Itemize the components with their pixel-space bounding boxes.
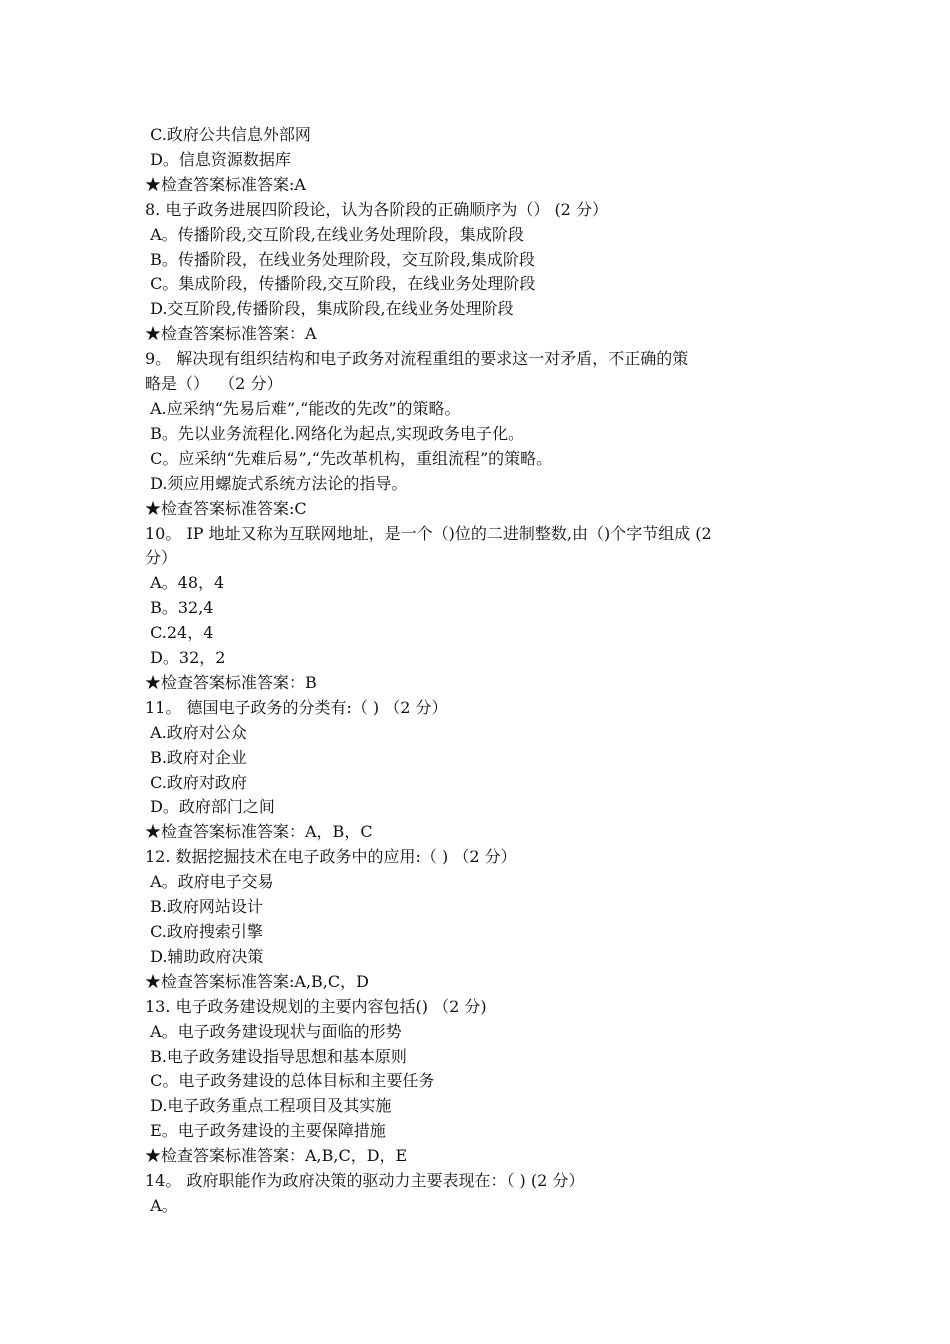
text-line: A。48，4 (145, 573, 225, 593)
text-line: B。先以业务流程化.网络化为起点,实现政务电子化。 (145, 423, 525, 443)
text-line: D。信息资源数据库 (145, 149, 291, 169)
text-line: A。传播阶段,交互阶段,在线业务处理阶段，集成阶段 (145, 224, 524, 244)
text-line: 13. 电子政务建设规划的主要内容包括() （2 分) (145, 996, 487, 1016)
text-line: ★检查答案标准答案：A (145, 324, 317, 344)
text-line: A。政府电子交易 (145, 872, 274, 892)
text-line: 10。 IP 地址又称为互联网地址，是一个（)位的二进制整数,由（)个字节组成 (2 (145, 523, 712, 543)
text-line: 12. 数据挖掘技术在电子政务中的应用:（ ) （2 分） (145, 847, 517, 867)
text-line: ★检查答案标准答案：B (145, 672, 317, 692)
text-line: B。32,4 (145, 598, 214, 618)
text-line: C。电子政务建设的总体目标和主要任务 (145, 1071, 435, 1091)
text-line: ★检查答案标准答案：A,B,C，D，E (145, 1146, 408, 1166)
text-line: 9。 解决现有组织结构和电子政务对流程重组的要求这一对矛盾，不正确的策 (145, 349, 689, 369)
text-line: E。电子政务建设的主要保障措施 (145, 1121, 386, 1141)
text-line: 分） (145, 548, 178, 568)
text-line: C。集成阶段，传播阶段,交互阶段，在线业务处理阶段 (145, 274, 536, 294)
text-line: B.政府对企业 (145, 747, 247, 767)
text-line: B。传播阶段，在线业务处理阶段，交互阶段,集成阶段 (145, 249, 535, 269)
text-line: A。 (145, 1195, 178, 1215)
text-line: C.24，4 (145, 623, 214, 643)
text-line: ★检查答案标准答案:A,B,C，D (145, 971, 369, 991)
text-line: D.交互阶段,传播阶段，集成阶段,在线业务处理阶段 (145, 299, 514, 319)
text-line: A.应采纳“先易后难”,“能改的先改”的策略。 (145, 398, 461, 418)
text-line: B.电子政务建设指导思想和基本原则 (145, 1046, 407, 1066)
text-line: D。32，2 (145, 648, 226, 668)
text-line: ★检查答案标准答案:C (145, 498, 307, 518)
text-line: D.须应用螺旋式系统方法论的指导。 (145, 473, 408, 493)
text-line: D.电子政务重点工程项目及其实施 (145, 1096, 392, 1116)
text-line: 14。 政府职能作为政府决策的驱动力主要表现在：（ ) (2 分） (145, 1171, 585, 1191)
text-line: A。电子政务建设现状与面临的形势 (145, 1021, 402, 1041)
text-line: ★检查答案标准答案：A，B，C (145, 822, 373, 842)
text-line: B.政府网站设计 (145, 897, 263, 917)
text-line: 8. 电子政务进展四阶段论，认为各阶段的正确顺序为（） (2 分） (145, 199, 608, 219)
text-line: D。政府部门之间 (145, 797, 275, 817)
text-line: 略是（） （2 分） (145, 374, 283, 394)
text-line: C.政府对政府 (145, 772, 247, 792)
text-line: C.政府搜索引擎 (145, 922, 263, 941)
text-line: D.辅助政府决策 (145, 946, 264, 966)
text-line: C。应采纳“先难后易”,“先改革机构，重组流程”的策略。 (145, 448, 553, 468)
text-line: ★检查答案标准答案:A (145, 174, 306, 194)
text-line: C.政府公共信息外部网 (145, 125, 311, 144)
text-line: A.政府对公众 (145, 722, 247, 742)
text-line: 11。 德国电子政务的分类有:（ ) （2 分） (145, 697, 448, 717)
document-page (145, 123, 825, 1219)
